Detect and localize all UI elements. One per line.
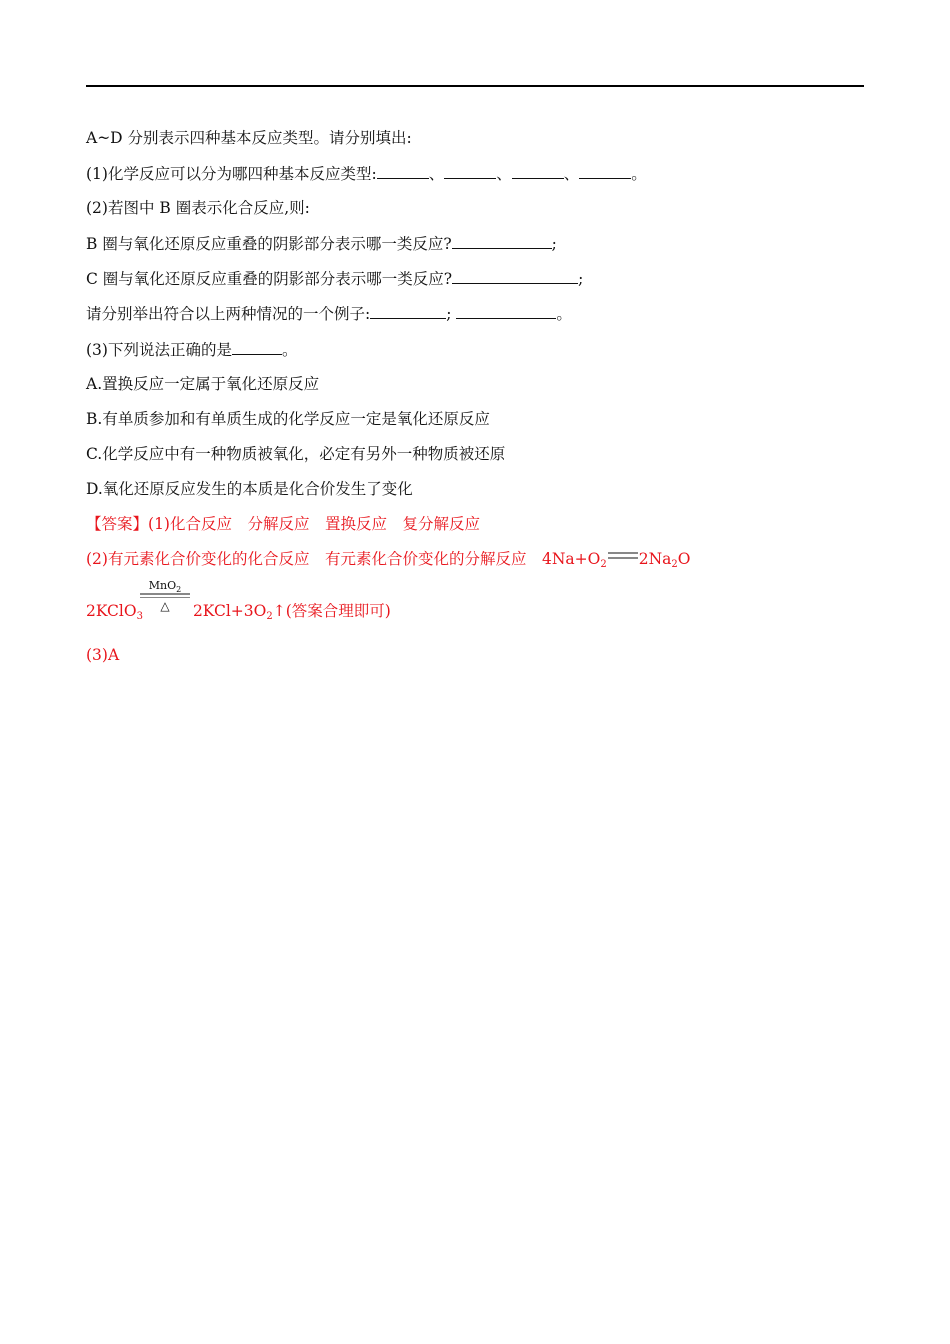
header-rule: [86, 85, 864, 87]
option-b: B.有单质参加和有单质生成的化学反应一定是氧化还原反应: [86, 410, 490, 428]
intro-text: A~D 分别表示四种基本反应类型。请分别填出:: [86, 129, 412, 147]
answer-blank[interactable]: [452, 268, 578, 284]
answer-blank[interactable]: [377, 163, 429, 179]
answer-blank[interactable]: [579, 163, 631, 179]
answer-blank[interactable]: [232, 339, 282, 355]
answer-3: (3)A: [86, 646, 120, 664]
answer-blank[interactable]: [512, 163, 564, 179]
equals-sign: [140, 593, 190, 598]
answer-blank[interactable]: [452, 233, 552, 249]
answer-2: (2)有元素化合价变化的化合反应 有元素化合价变化的分解反应 $4Na+O_2$ $2Na_2O$: [86, 550, 691, 570]
answer-label: 【答案】: [86, 515, 149, 533]
question-2-example: 请分别举出符合以上两种情况的一个例子: ; 。: [86, 305, 572, 323]
question-3: (3)下列说法正确的是 。: [86, 341, 298, 359]
option-d: D.氧化还原反应发生的本质是化合价发生了变化: [86, 480, 413, 498]
reaction-condition: MnO$_2$ △: [140, 580, 190, 612]
answer-blank[interactable]: [370, 303, 446, 319]
question-1-text: (1)化学反应可以分为哪四种基本反应类型:: [86, 165, 377, 183]
question-2-b: B 圈与氧化还原反应重叠的阴影部分表示哪一类反应? ;: [86, 235, 557, 253]
question-1: (1)化学反应可以分为哪四种基本反应类型: 、 、 、 。: [86, 165, 647, 183]
option-a: A.置换反应一定属于氧化还原反应: [86, 375, 320, 393]
answer-2-equation: 2KClO$_3$ $2KCl+3O_2↑$(答案合理即可): [86, 602, 391, 622]
question-2: (2)若图中 B 圈表示化合反应,则:: [86, 199, 310, 217]
answer-blank[interactable]: [444, 163, 496, 179]
question-2-c: C 圈与氧化还原反应重叠的阴影部分表示哪一类反应? ;: [86, 270, 584, 288]
equals-sign: [608, 552, 638, 559]
option-c: C.化学反应中有一种物质被氧化，必定有另外一种物质被还原: [86, 445, 506, 463]
answer-blank[interactable]: [456, 303, 556, 319]
answer-1: 【答案】(1)化合反应 分解反应 置换反应 复分解反应: [86, 515, 480, 533]
